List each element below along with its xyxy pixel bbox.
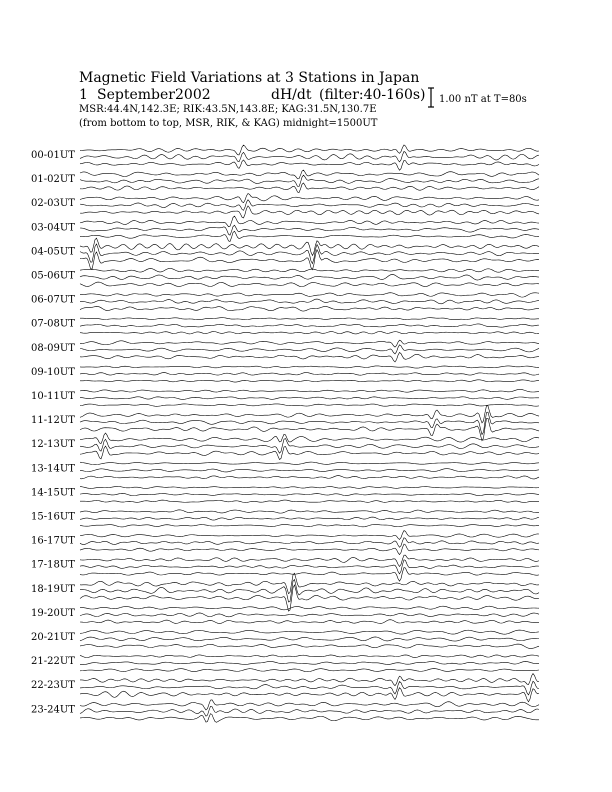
row-label: 10-11UT [31,391,75,402]
trace-rik-02-03UT [80,200,539,211]
row-label: 09-10UT [31,366,75,378]
trace-rik-13-14UT [80,469,539,472]
trace-rik-08-09UT [80,345,539,354]
trace-msr-17-18UT [80,568,539,582]
scale-bar [428,88,434,107]
trace-msr-06-07UT [80,306,539,311]
row-label: 11-12UT [31,415,75,427]
trace-msr-14-15UT [80,500,539,502]
scale-bar-label: 1.00 nT at T=80s [439,94,527,105]
trace-msr-03-04UT [80,231,539,241]
row-label: 06-07UT [31,294,75,306]
trace-rik-06-07UT [80,299,539,304]
trace-rik-17-18UT [80,560,539,574]
date-day: 1 [79,87,88,103]
trace-rik-05-06UT [80,274,539,280]
trace-rik-03-04UT [80,225,539,235]
trace-kag-15-16UT [80,510,539,513]
trace-rik-22-23UT [80,681,539,695]
row-label: 16-17UT [31,535,75,547]
row-label: 12-13UT [31,439,75,451]
filter-label: (filter:40-160s) [319,87,426,103]
trace-kag-08-09UT [80,340,539,347]
midnight-note: midnight=1500UT [282,118,378,129]
row-label: 05-06UT [31,270,75,282]
trace-kag-11-12UT [80,406,539,423]
trace-rik-12-13UT [80,439,539,454]
trace-msr-01-02UT [80,183,539,193]
trace-rik-21-22UT [80,661,539,664]
trace-msr-15-16UT [80,524,539,526]
trace-msr-13-14UT [80,476,539,479]
row-label: 20-21UT [31,632,75,643]
trace-rik-19-20UT [80,613,539,617]
trace-kag-23-24UT [80,700,539,710]
trace-kag-12-13UT [80,433,539,444]
row-label: 17-18UT [31,559,75,571]
row-label: 18-19UT [31,583,75,595]
trace-rik-00-01UT [80,151,539,161]
trace-msr-19-20UT [80,620,539,624]
trace-kag-14-15UT [80,486,539,488]
trace-kag-05-06UT [80,268,539,272]
trace-msr-23-24UT [80,714,539,723]
trace-msr-21-22UT [80,669,539,672]
trace-rik-14-15UT [80,493,539,495]
row-label: 19-20UT [31,607,75,619]
trace-msr-07-08UT [80,331,539,333]
trace-rik-15-16UT [80,517,539,520]
row-label: 02-03UT [31,198,75,210]
trace-kag-20-21UT [80,630,539,634]
component-label: dH/dt [271,87,312,103]
trace-kag-18-19UT [80,573,539,593]
trace-kag-09-10UT [80,366,539,368]
trace-kag-16-17UT [80,531,539,540]
trace-kag-22-23UT [80,674,539,686]
order-note: (from bottom to top, MSR, RIK, & KAG) [79,118,280,129]
row-label: 13-14UT [31,463,75,475]
trace-rik-20-21UT [80,637,539,641]
trace-rows [31,145,539,722]
trace-kag-07-08UT [80,318,539,320]
row-label: 22-23UT [31,680,75,692]
trace-kag-01-02UT [80,170,539,179]
trace-rik-10-11UT [80,397,539,400]
trace-msr-09-10UT [80,380,539,382]
trace-kag-17-18UT [80,555,539,566]
trace-msr-22-23UT [80,688,539,702]
row-label: 00-01UT [31,150,75,161]
row-label: 23-24UT [31,704,75,716]
trace-kag-00-01UT [80,145,539,155]
row-label: 15-16UT [31,511,75,523]
row-label: 08-09UT [31,342,75,354]
trace-msr-02-03UT [80,206,539,218]
trace-kag-02-03UT [80,193,539,202]
trace-msr-08-09UT [80,353,539,362]
row-label: 01-02UT [31,174,75,186]
chart-title: Magnetic Field Variations at 3 Stations in Japan [79,70,420,86]
row-label: 14-15UT [31,487,75,499]
trace-rik-01-02UT [80,175,539,186]
row-label: 03-04UT [31,222,75,234]
trace-msr-12-13UT [80,446,539,459]
trace-kag-03-04UT [80,216,539,227]
station-coordinates: MSR:44.4N,142.3E; RIK:43.5N,143.8E; KAG:31.5N,130.7E [79,104,377,115]
trace-rik-07-08UT [80,324,539,327]
trace-msr-00-01UT [80,160,539,170]
trace-kag-13-14UT [80,462,539,464]
trace-kag-21-22UT [80,655,539,658]
trace-rik-16-17UT [80,538,539,548]
trace-rik-23-24UT [80,706,539,716]
trace-msr-04-05UT [80,250,539,270]
trace-kag-19-20UT [80,606,539,610]
trace-msr-16-17UT [80,544,539,555]
trace-msr-05-06UT [80,282,539,287]
row-label: 07-08UT [31,318,75,330]
trace-rik-09-10UT [80,373,539,376]
trace-msr-20-21UT [80,644,539,648]
row-label: 04-05UT [31,246,75,258]
trace-msr-10-11UT [80,404,539,406]
date-year: 2002 [175,87,211,103]
trace-kag-10-11UT [80,389,539,392]
row-label: 21-22UT [31,656,75,668]
trace-rik-11-12UT [80,412,539,434]
trace-kag-06-07UT [80,293,539,297]
date-month: September [97,87,175,103]
